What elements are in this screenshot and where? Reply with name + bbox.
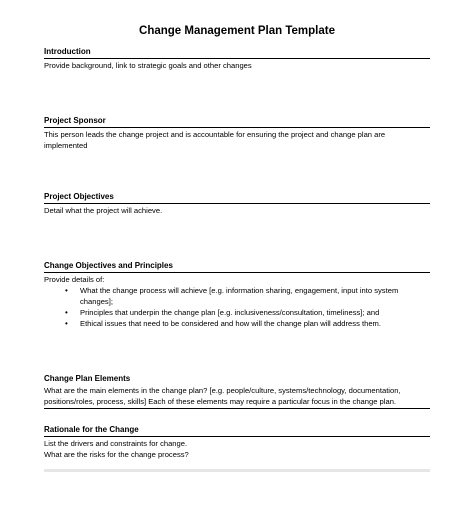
bullet-item [44,307,430,318]
bullet-text: Principles that underpin the change plan [e.g. inclusiveness/consultation, timeliness]; and [80,308,380,317]
section-body [44,273,430,329]
section-heading: Project Objectives [44,192,114,201]
bullet-item [44,285,430,307]
bullet-item [44,318,430,329]
section-heading: Introduction [44,47,91,56]
section-body [44,128,430,151]
section-project-objectives [44,192,430,216]
section-body [44,437,430,460]
body-line: List the drivers and constraints for change. [44,439,188,448]
body-line: This person leads the change project and is accountable for ensuring the project and change plan are [44,130,386,139]
section-rationale [44,425,430,460]
body-line: Provide background, link to strategic goals and other changes [44,61,252,70]
bottom-divider [44,469,430,472]
bullet-icon: • [65,286,68,295]
section-body [44,204,430,216]
section-body [44,384,430,407]
bullet-icon: • [65,319,68,328]
section-change-plan-elements [44,374,430,409]
section-change-objectives [44,261,430,329]
section-project-sponsor [44,116,430,151]
section-introduction [44,47,430,71]
body-line: Detail what the project will achieve. [44,206,163,215]
body-line: implemented [44,141,88,150]
body-line: positions/roles, process, skills] Each of these elements may require a particular focus in the change plan. [44,397,397,406]
section-heading: Rationale for the Change [44,425,139,434]
body-line: Provide details of: [44,275,105,284]
document-title: Change Management Plan Template [139,25,335,37]
bullet-text: Ethical issues that need to be considered and how will the change plan will address them. [80,319,381,328]
section-heading: Change Objectives and Principles [44,261,173,270]
section-heading: Project Sponsor [44,116,106,125]
body-line: What are the risks for the change process? [44,450,189,459]
bullet-text: What the change process will achieve [e.g. information sharing, engagement, input into system changes]; [80,286,399,306]
section-divider [44,408,430,409]
bullet-list [44,285,430,329]
section-heading: Change Plan Elements [44,374,131,383]
body-line: What are the main elements in the change plan? [e.g. people/culture, systems/technology, documentation, [44,386,401,395]
bullet-icon: • [65,308,68,317]
section-body [44,59,430,71]
